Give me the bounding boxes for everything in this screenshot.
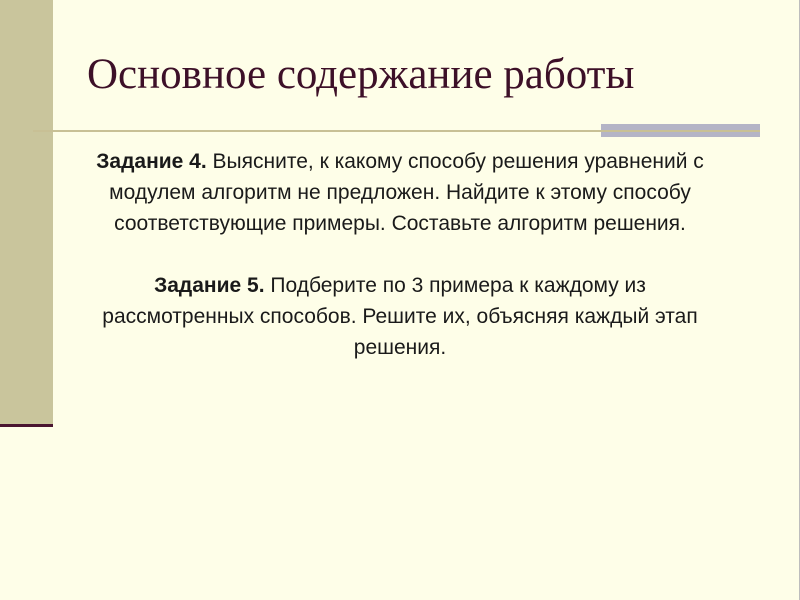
slide-title: Основное содержание работы	[87, 51, 635, 98]
task-4-paragraph	[90, 146, 710, 239]
task-5-text: Подберите по 3 примера к каждому из рассмотренных способов. Решите их, объясняя каждый этап решения.	[102, 274, 698, 359]
left-bar-underline	[0, 424, 53, 427]
slide-body	[90, 146, 710, 363]
title-rule-line	[33, 130, 760, 132]
left-decorative-bar	[0, 0, 53, 426]
task-5-paragraph	[90, 270, 710, 363]
task-5-label: Задание 5.	[154, 274, 265, 297]
task-4-text: Выясните, к какому способу решения уравнений с модулем алгоритм не предложен. Найдите к этому способу соответствующие примеры. Составьте алгоритм решения.	[109, 150, 704, 235]
task-4-label: Задание 4.	[96, 150, 207, 173]
